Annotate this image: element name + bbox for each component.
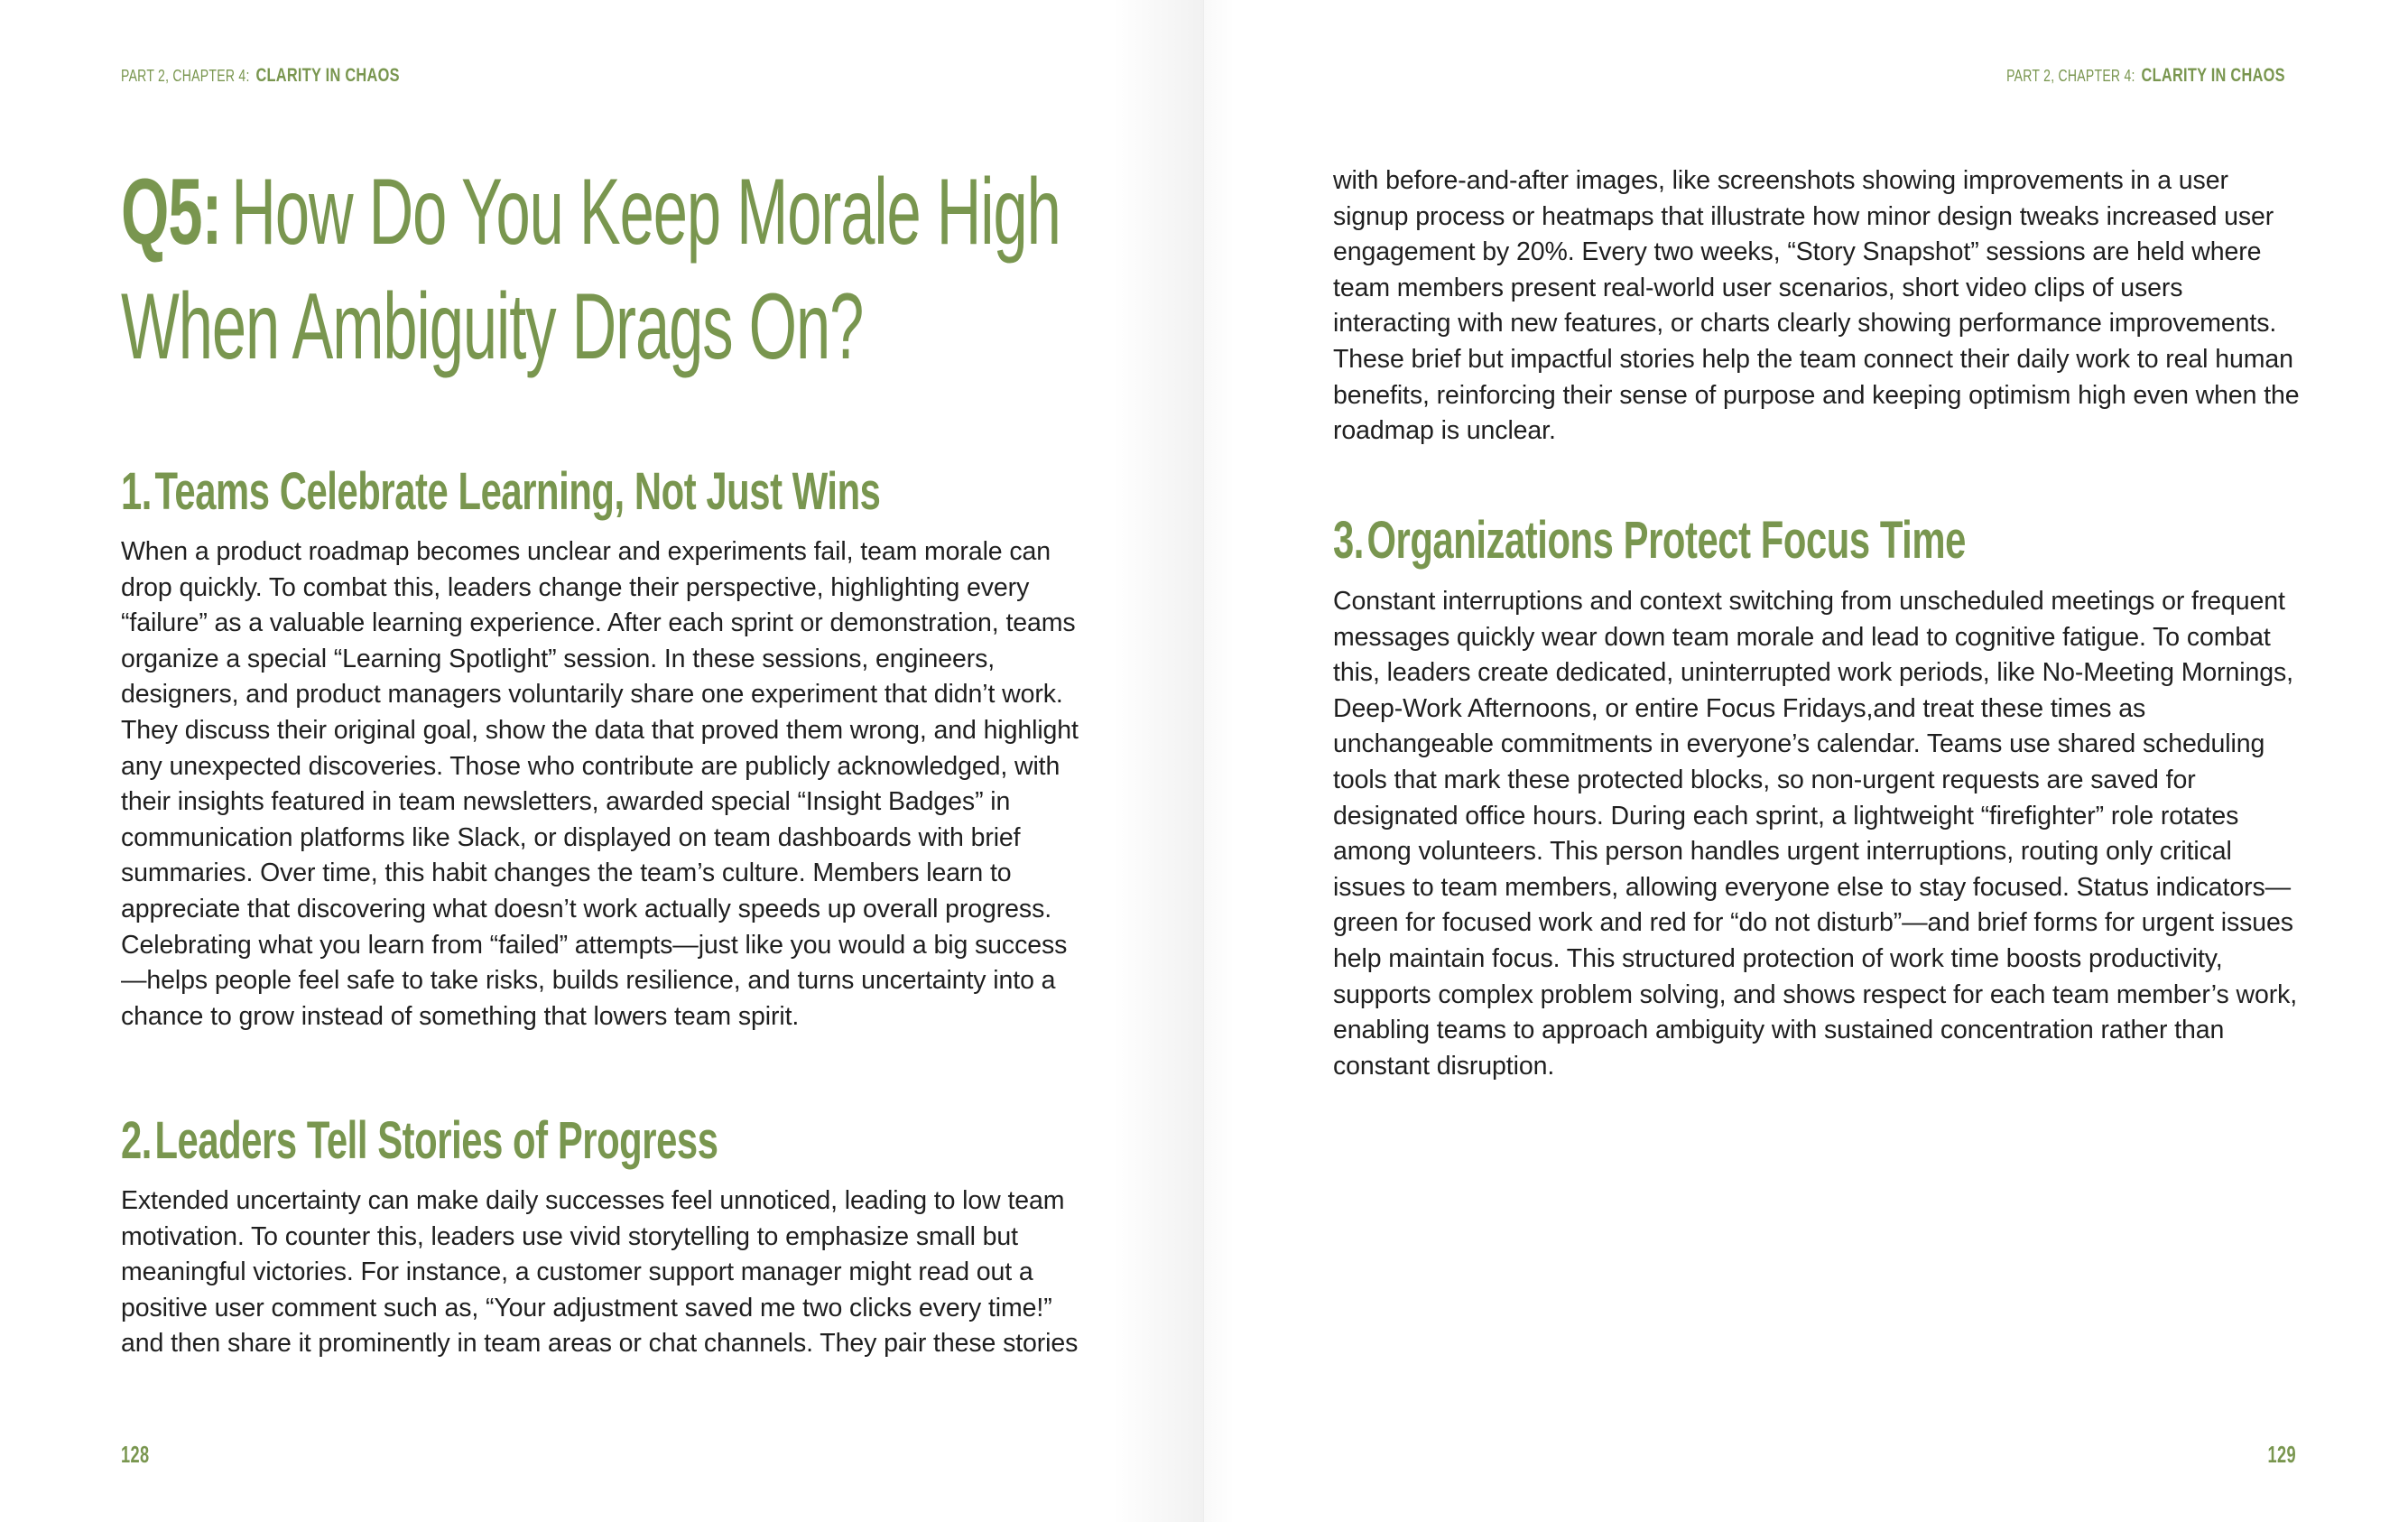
- running-head-chapter-label: CLARITY IN CHAOS: [255, 65, 400, 86]
- section-1-paragraph: When a product roadmap becomes unclear and experiments fail, team morale can drop quickly. To combat this, leaders change their perspective, highlighting every “failure” as a valuable learning experience. After each sprint or demonstration, teams organize a special “Learning Spotlight” session. In these sessions, engineers, designers, and product managers voluntarily share one experiment that didn’t work. They discuss their original goal, show the data that proved them wrong, and highlight any unexpected discoveries. Those who contribute are publicly acknowledged, with their insights featured in team newsletters, awarded special “Insight Badges” in communication platforms like Slack, or displayed on team dashboards with brief summaries. Over time, this habit changes the team’s culture. Members learn to appreciate that discovering what doesn’t work actually speeds up overall progress. Celebrating what you learn from “failed” attempts—just like you would a big success—helps people feel safe to take risks, builds resilience, and turns uncertainty into a chance to grow instead of something that lowers team spirit.: [121, 537, 1079, 1031]
- continuation-paragraph: with before-and-after images, like screenshots showing improvements in a user signup process or heatmaps that illustrate how minor design tweaks increased user engagement by 20%. Every two weeks, “Story Snapshot” sessions are held where team members present real-world user scenarios, short video clips of users interacting with new features, or charts clearly showing performance improvements. These brief but impactful stories help the team connect their daily work to real human benefits, reinforcing their sense of purpose and keeping optimism high even when the roadmap is unclear.: [1333, 166, 2300, 446]
- running-head-part-label: PART 2, CHAPTER 4:: [2006, 67, 2135, 85]
- question-title-line1: How Do You Keep Morale High: [231, 160, 1060, 264]
- running-head-left: [121, 65, 400, 87]
- section-2-heading-label: Leaders Tell Stories of Progress: [154, 1111, 718, 1170]
- page-right: [1204, 0, 2408, 1522]
- page-number-right: 129: [2267, 1441, 2296, 1468]
- question-title-line2: When Ambiguity Drags On?: [121, 274, 864, 379]
- question-title: [121, 155, 1060, 385]
- section-3-number: 3.: [1333, 511, 1364, 570]
- section-3-heading: [1333, 511, 1966, 570]
- section-2-number: 2.: [121, 1111, 152, 1170]
- section-1-number: 1.: [121, 462, 152, 521]
- section-3-paragraph: Constant interruptions and context switching from unscheduled meetings or frequent messages quickly wear down team morale and lead to cognitive fatigue. To combat this, leaders create dedicated, uninterrupted work periods, like No-Meeting Mornings, Deep-Work Afternoons, or entire Focus Fridays,and treat these times as unchangeable commitments in everyone’s calendar. Teams use shared scheduling tools that mark these protected blocks, so non-urgent requests are saved for designated office hours. During each sprint, a lightweight “firefighter” role rotates among volunteers. This person handles urgent interruptions, routing only critical issues to team members, allowing everyone else to stay focused. Status indicators—green for focused work and red for “do not disturb”—and brief forms for urgent issues help maintain focus. This structured protection of work time boosts productivity, supports complex problem solving, and shows respect for each team member’s work, enabling teams to approach ambiguity with sustained concentration rather than constant disruption.: [1333, 587, 2298, 1081]
- page-number-left: 128: [121, 1441, 150, 1468]
- section-3-heading-label: Organizations Protect Focus Time: [1366, 511, 1966, 570]
- running-head-chapter-label: CLARITY IN CHAOS: [2141, 65, 2285, 86]
- section-2-paragraph: Extended uncertainty can make daily successes feel unnoticed, leading to low team motivation. To counter this, leaders use vivid storytelling to emphasize small but meaningful victories. For instance, a customer support manager might read out a positive user comment such as, “Your adjustment saved me two clicks every time!” and then share it prominently in team areas or chat channels. They pair these stories: [121, 1186, 1079, 1359]
- section-2-heading: [121, 1111, 718, 1170]
- section-1-heading-label: Teams Celebrate Learning, Not Just Wins: [154, 462, 881, 521]
- section-1-heading: [121, 462, 881, 521]
- running-head-right: [2006, 65, 2285, 87]
- running-head-part-label: PART 2, CHAPTER 4:: [121, 67, 250, 85]
- question-number: Q5:: [121, 160, 222, 264]
